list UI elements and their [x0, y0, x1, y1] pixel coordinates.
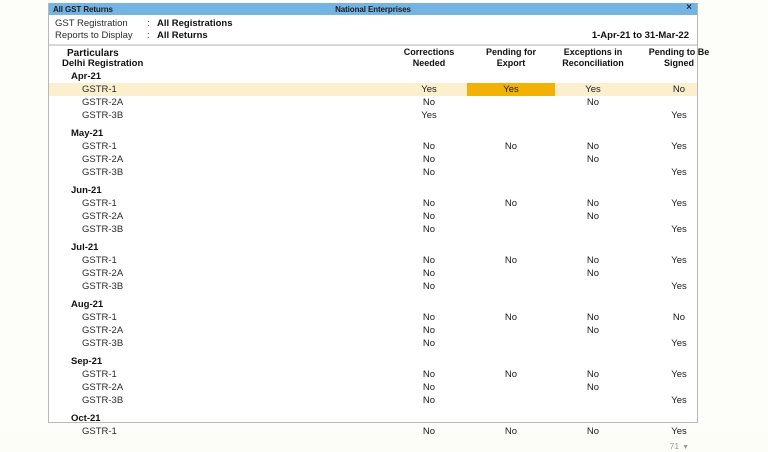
- table-row[interactable]: [49, 197, 697, 210]
- cell-value: No: [422, 141, 436, 152]
- window-title-company: National Enterprises: [335, 4, 411, 14]
- cell-value: No: [422, 426, 436, 437]
- cell-value: No: [586, 382, 600, 393]
- row-label: Aug-21: [71, 299, 104, 310]
- filter-label-reports-to-display: Reports to Display: [55, 30, 133, 41]
- cell-value: No: [422, 382, 436, 393]
- column-header-line: Needed: [412, 58, 446, 68]
- row-label: GSTR-3B: [82, 167, 124, 178]
- cell-value: Yes: [585, 84, 601, 95]
- cell-value: No: [422, 395, 436, 406]
- row-label: GSTR-1: [82, 312, 117, 323]
- table-row-month[interactable]: [49, 127, 697, 140]
- row-label: GSTR-3B: [82, 338, 124, 349]
- row-label: Oct-21: [71, 413, 101, 424]
- table-row[interactable]: [49, 166, 697, 179]
- cell-value: No: [422, 268, 436, 279]
- row-label: Apr-21: [71, 71, 102, 82]
- column-header-line: Signed: [663, 58, 694, 68]
- cell-value: No: [422, 97, 436, 108]
- cell-value: Yes: [671, 110, 687, 121]
- cell-value: No: [422, 211, 436, 222]
- table-row[interactable]: [49, 280, 697, 293]
- cell-value: No: [504, 369, 518, 380]
- row-label: GSTR-3B: [82, 224, 124, 235]
- table-row-month[interactable]: [49, 412, 697, 425]
- column-header-line: Reconciliation: [562, 58, 624, 68]
- table-row[interactable]: [49, 96, 697, 109]
- cell-value: No: [586, 97, 600, 108]
- cell-value: No: [422, 338, 436, 349]
- cell-value: Yes: [671, 167, 687, 178]
- cell-value: No: [586, 154, 600, 165]
- table-row[interactable]: [49, 381, 697, 394]
- filter-colon: :: [147, 18, 150, 29]
- cell-value: No: [504, 426, 518, 437]
- cell-value: Yes: [671, 224, 687, 235]
- cell-value: No: [586, 312, 600, 323]
- table-row[interactable]: [49, 83, 697, 96]
- row-label: GSTR-1: [82, 141, 117, 152]
- cell-value: No: [422, 154, 436, 165]
- cell-value: No: [586, 141, 600, 152]
- cell-value: No: [586, 255, 600, 266]
- row-label: GSTR-2A: [82, 97, 124, 108]
- cell-value: No: [504, 255, 518, 266]
- chevron-down-icon: ▼: [682, 444, 689, 451]
- filter-label-gst-registration: GST Registration: [55, 18, 128, 29]
- cell-value: No: [586, 198, 600, 209]
- cell-value: Yes: [671, 338, 687, 349]
- column-header-particulars: Particulars: [67, 48, 119, 59]
- cell-value: No: [422, 325, 436, 336]
- filter-colon: :: [147, 30, 150, 41]
- column-header-line: Corrections: [403, 47, 455, 57]
- cell-value: No: [422, 281, 436, 292]
- window-titlebar: [49, 3, 697, 15]
- close-icon[interactable]: ×: [686, 2, 692, 13]
- row-label: GSTR-1: [82, 198, 117, 209]
- cell-value: Yes: [671, 198, 687, 209]
- cell-value: Yes: [671, 281, 687, 292]
- row-label: Sep-21: [71, 356, 103, 367]
- cell-value: No: [586, 325, 600, 336]
- table-row[interactable]: [49, 394, 697, 407]
- cell-value: No: [422, 255, 436, 266]
- table-row-group[interactable]: [49, 57, 697, 70]
- cell-value: Yes: [671, 141, 687, 152]
- report-period: 1-Apr-21 to 31-Mar-22: [591, 30, 689, 41]
- all-gst-returns-window: [48, 2, 710, 451]
- cell-value: No: [422, 167, 436, 178]
- row-label: Jul-21: [71, 242, 99, 253]
- cell-value: No: [586, 369, 600, 380]
- row-label: GSTR-3B: [82, 110, 124, 121]
- table-row[interactable]: [49, 153, 697, 166]
- cell-value: Yes: [421, 84, 437, 95]
- cell-value: No: [422, 369, 436, 380]
- row-label: GSTR-3B: [82, 395, 124, 406]
- column-header-line: Pending to Be: [648, 47, 710, 57]
- cell-value: Yes: [421, 110, 437, 121]
- column-header-line: Exceptions in: [563, 47, 623, 57]
- cell-value: Yes: [671, 369, 687, 380]
- table-row-month[interactable]: [49, 70, 697, 83]
- cell-value: No: [504, 141, 518, 152]
- cell-value: No: [422, 198, 436, 209]
- table-row-month[interactable]: [49, 298, 697, 311]
- table-row[interactable]: [49, 337, 697, 350]
- column-header-line: Export: [496, 58, 526, 68]
- cell-value: No: [422, 312, 436, 323]
- table-row[interactable]: [49, 210, 697, 223]
- row-label: GSTR-1: [82, 255, 117, 266]
- cell-value: No: [504, 312, 518, 323]
- filter-value-gst-registration: All Registrations: [157, 18, 233, 29]
- cell-value: No: [672, 84, 686, 95]
- filter-row-gst-registration[interactable]: [55, 18, 691, 30]
- table-body: [49, 46, 697, 438]
- table-row[interactable]: [49, 109, 697, 122]
- cell-value: No: [672, 312, 686, 323]
- table-row[interactable]: [49, 267, 697, 280]
- row-label: GSTR-1: [82, 84, 117, 95]
- row-label: GSTR-1: [82, 426, 117, 437]
- filter-value-reports-to-display: All Returns: [157, 30, 208, 41]
- table-row[interactable]: [49, 140, 697, 153]
- row-label: May-21: [71, 128, 104, 139]
- row-label: GSTR-2A: [82, 268, 124, 279]
- table-row[interactable]: [49, 368, 697, 381]
- row-label: GSTR-2A: [82, 325, 124, 336]
- row-label: GSTR-3B: [82, 281, 124, 292]
- table-row[interactable]: [49, 223, 697, 236]
- row-label: Delhi Registration: [62, 58, 144, 69]
- row-label: GSTR-1: [82, 369, 117, 380]
- row-label: GSTR-2A: [82, 154, 124, 165]
- row-label: Jun-21: [71, 185, 102, 196]
- column-header-line: Pending for: [486, 47, 536, 57]
- row-label: GSTR-2A: [82, 211, 124, 222]
- table-footer: [49, 438, 697, 452]
- table-row-month[interactable]: [49, 241, 697, 254]
- table-row[interactable]: [49, 311, 697, 324]
- table-row-month[interactable]: [49, 355, 697, 368]
- table-row-month[interactable]: [49, 184, 697, 197]
- cell-value: No: [586, 211, 600, 222]
- cell-value: Yes: [671, 255, 687, 266]
- row-label: GSTR-2A: [82, 382, 124, 393]
- filter-panel: [49, 15, 697, 45]
- cell-value: No: [586, 426, 600, 437]
- cell-value: No: [586, 268, 600, 279]
- table-row[interactable]: [49, 324, 697, 337]
- table-row[interactable]: [49, 425, 697, 438]
- row-count-value: 71: [669, 441, 680, 451]
- cell-value: Yes: [671, 395, 687, 406]
- row-count-indicator[interactable]: [670, 441, 689, 451]
- table-row[interactable]: [49, 254, 697, 267]
- cell-value: No: [422, 224, 436, 235]
- cell-value: Yes: [671, 426, 687, 437]
- cell-value: No: [504, 198, 518, 209]
- window-title-left: All GST Returns: [53, 4, 113, 14]
- cell-value: Yes: [467, 83, 555, 96]
